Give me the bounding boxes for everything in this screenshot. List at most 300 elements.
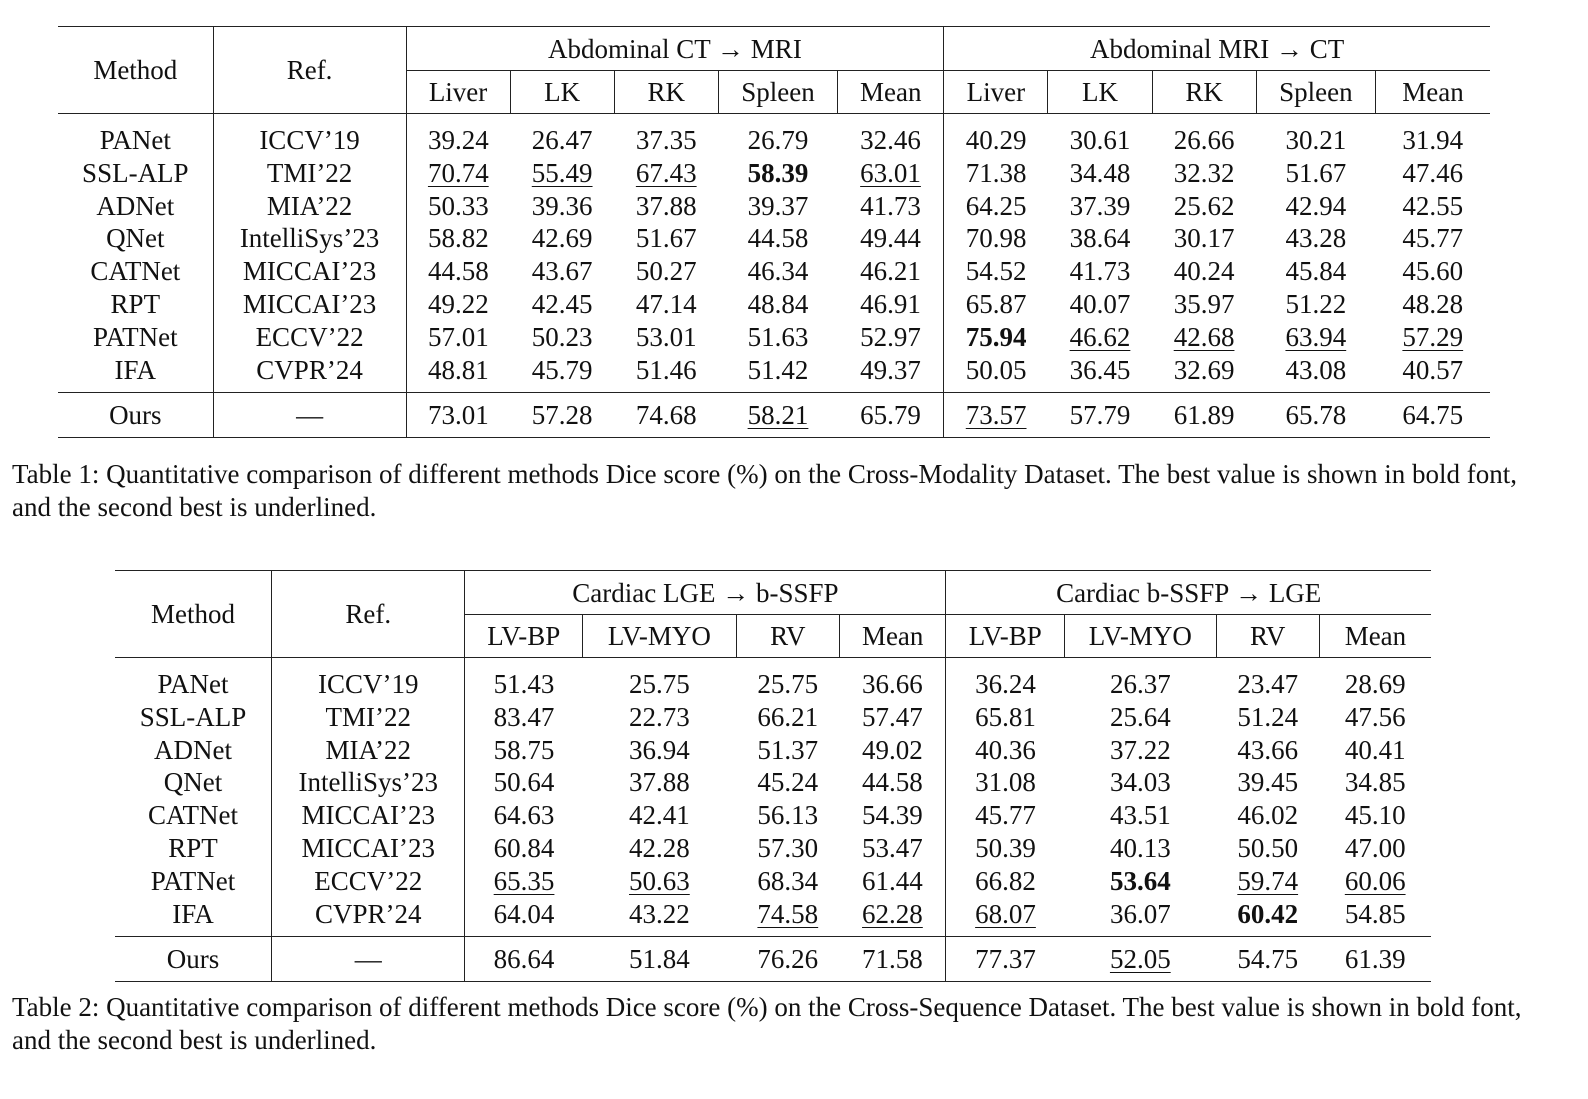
- value-cell-wrap: [583, 865, 736, 898]
- value-cell-wrap: [839, 734, 945, 767]
- value-cell-wrap: [406, 222, 510, 255]
- value-cell-wrap: [614, 255, 718, 288]
- value-cell: 49.37: [860, 354, 921, 385]
- value-cell-wrap: [583, 658, 736, 701]
- value-cell: 65.87: [965, 288, 1027, 319]
- value-cell: 57.01: [427, 321, 489, 352]
- value-cell: 52.05: [1109, 943, 1171, 974]
- value-cell-wrap: [839, 701, 945, 734]
- value-cell-wrap: [1376, 222, 1490, 255]
- value-cell-wrap: [946, 799, 1065, 832]
- value-cell: 47.46: [1402, 157, 1464, 188]
- value-cell-wrap: [1152, 190, 1256, 223]
- value-cell: 65.79: [838, 393, 944, 438]
- value-cell: 40.13: [1109, 832, 1171, 863]
- value-cell-wrap: [718, 222, 837, 255]
- value-cell-wrap: [946, 898, 1065, 937]
- value-cell: 57.30: [757, 832, 819, 863]
- value-cell-wrap: [946, 734, 1065, 767]
- value-cell: 39.45: [1237, 767, 1299, 798]
- value-cell-wrap: [1376, 157, 1490, 190]
- value-cell: 53.01: [635, 321, 697, 352]
- value-cell: 55.49: [531, 157, 593, 188]
- value-cell: 47.14: [635, 288, 697, 319]
- value-cell-wrap: [736, 658, 839, 701]
- value-cell-wrap: [1376, 114, 1490, 157]
- value-cell-wrap: [946, 865, 1065, 898]
- value-cell: 57.79: [1048, 393, 1152, 438]
- col-header: LK: [510, 71, 614, 114]
- value-cell-wrap: [736, 832, 839, 865]
- value-cell: 42.69: [531, 223, 593, 254]
- value-cell: 42.94: [1285, 190, 1347, 221]
- value-cell-wrap: [946, 658, 1065, 701]
- ref-cell: TMI’22: [272, 701, 465, 734]
- method-cell: PATNet: [58, 321, 213, 354]
- value-cell-wrap: [838, 255, 944, 288]
- value-cell: 62.28: [862, 898, 923, 929]
- value-cell: 37.35: [635, 125, 697, 155]
- value-cell-wrap: [510, 222, 614, 255]
- value-cell-wrap: [1152, 222, 1256, 255]
- value-cell-wrap: [614, 114, 718, 157]
- value-cell: 63.01: [860, 157, 921, 188]
- method-cell: IFA: [58, 354, 213, 393]
- method-cell: CATNet: [115, 799, 272, 832]
- value-cell-wrap: [1216, 865, 1319, 898]
- table-row: [58, 157, 1490, 190]
- value-cell: 37.22: [1109, 734, 1171, 765]
- table-row: [115, 734, 1431, 767]
- value-cell: 31.94: [1402, 125, 1464, 155]
- value-cell: 66.21: [757, 701, 819, 732]
- value-cell: 31.08: [975, 767, 1036, 798]
- value-cell-wrap: [1319, 865, 1431, 898]
- value-cell-wrap: [718, 114, 837, 157]
- table-2: [115, 570, 1431, 982]
- value-cell: 36.07: [1109, 898, 1171, 929]
- table-row: [58, 288, 1490, 321]
- value-cell: 51.24: [1237, 701, 1299, 732]
- value-cell: 25.75: [629, 669, 690, 699]
- col-header: Mean: [1376, 71, 1490, 114]
- col-header: RV: [1216, 615, 1319, 658]
- value-cell-wrap: [1376, 321, 1490, 354]
- value-cell-wrap: [510, 288, 614, 321]
- value-cell: 50.64: [493, 767, 555, 798]
- method-cell: SSL-ALP: [115, 701, 272, 734]
- value-cell-wrap: [718, 255, 837, 288]
- value-cell: 42.55: [1402, 190, 1464, 221]
- group-header-lge-bssfp: Cardiac LGE → b-SSFP: [465, 571, 946, 616]
- value-cell: 25.75: [757, 669, 819, 699]
- value-cell-wrap: [946, 832, 1065, 865]
- value-cell: 39.37: [747, 190, 809, 221]
- value-cell: 65.78: [1256, 393, 1375, 438]
- value-cell: 58.75: [493, 734, 555, 765]
- value-cell: 51.43: [493, 669, 555, 699]
- value-cell: 68.07: [975, 898, 1036, 929]
- ref-cell: TMI’22: [213, 157, 406, 190]
- value-cell: 54.85: [1344, 898, 1406, 929]
- value-cell-wrap: [1048, 321, 1152, 354]
- value-cell: 40.36: [975, 734, 1036, 765]
- value-cell-wrap: [1152, 157, 1256, 190]
- value-cell: 40.57: [1402, 354, 1464, 385]
- col-header: RK: [1152, 71, 1256, 114]
- value-cell-wrap: [1048, 288, 1152, 321]
- value-cell-wrap: [1376, 255, 1490, 288]
- value-cell: 77.37: [946, 937, 1065, 982]
- value-cell-wrap: [1376, 190, 1490, 223]
- table-2-grid: [115, 570, 1431, 982]
- value-cell: 45.79: [531, 354, 593, 385]
- ref-header: Ref.: [213, 27, 406, 114]
- value-cell: 30.17: [1173, 223, 1235, 254]
- col-header: RK: [614, 71, 718, 114]
- table-row: [115, 701, 1431, 734]
- value-cell: 46.21: [860, 256, 921, 287]
- value-cell: 43.66: [1237, 734, 1299, 765]
- value-cell-wrap: [838, 321, 944, 354]
- value-cell-wrap: [1216, 658, 1319, 701]
- table-row: [58, 222, 1490, 255]
- value-cell-wrap: [1256, 114, 1375, 157]
- value-cell-wrap: [838, 354, 944, 393]
- value-cell-wrap: [583, 898, 736, 937]
- value-cell: 36.66: [862, 669, 923, 699]
- value-cell: 44.58: [427, 256, 489, 287]
- method-header: Method: [115, 571, 272, 658]
- value-cell: 73.01: [406, 393, 510, 438]
- value-cell: 51.67: [1285, 157, 1347, 188]
- value-cell: 51.67: [635, 223, 697, 254]
- value-cell-wrap: [1376, 288, 1490, 321]
- ref-cell: —: [272, 937, 465, 982]
- col-header: LK: [1048, 71, 1152, 114]
- value-cell: 47.56: [1344, 701, 1406, 732]
- method-header: Method: [58, 27, 213, 114]
- value-cell-wrap: [736, 734, 839, 767]
- value-cell-wrap: [838, 157, 944, 190]
- value-cell-wrap: [1065, 766, 1216, 799]
- value-cell-wrap: [465, 898, 583, 937]
- ref-cell: MICCAI’23: [213, 255, 406, 288]
- value-cell-wrap: [944, 114, 1048, 157]
- value-cell: 43.28: [1285, 223, 1347, 254]
- value-cell: 25.62: [1173, 190, 1235, 221]
- value-cell: 28.69: [1344, 669, 1406, 699]
- value-cell-wrap: [1048, 255, 1152, 288]
- value-cell: 71.58: [839, 937, 945, 982]
- value-cell: 57.29: [1402, 321, 1464, 352]
- value-cell: 61.89: [1152, 393, 1256, 438]
- ref-cell: IntelliSys’23: [213, 222, 406, 255]
- value-cell-wrap: [1216, 898, 1319, 937]
- value-cell: 42.41: [629, 800, 690, 831]
- value-cell-wrap: [406, 190, 510, 223]
- value-cell: 39.36: [531, 190, 593, 221]
- value-cell: 49.22: [427, 288, 489, 319]
- value-cell: 65.81: [975, 701, 1036, 732]
- value-cell: 43.08: [1285, 354, 1347, 385]
- value-cell-wrap: [718, 321, 837, 354]
- value-cell: 51.63: [747, 321, 809, 352]
- value-cell: 39.24: [427, 125, 489, 155]
- value-cell-wrap: [838, 288, 944, 321]
- col-header: LV-BP: [946, 615, 1065, 658]
- value-cell-wrap: [465, 701, 583, 734]
- value-cell-wrap: [1048, 354, 1152, 393]
- value-cell: 43.22: [629, 898, 690, 929]
- value-cell-wrap: [1319, 701, 1431, 734]
- value-cell: 43.51: [1109, 800, 1171, 831]
- ref-cell: ECCV’22: [213, 321, 406, 354]
- value-cell: 52.97: [860, 321, 921, 352]
- value-cell: 57.28: [510, 393, 614, 438]
- table-row: [115, 799, 1431, 832]
- value-cell: 71.38: [965, 157, 1027, 188]
- value-cell: 46.62: [1069, 321, 1131, 352]
- value-cell-wrap: [946, 701, 1065, 734]
- value-cell: 46.34: [747, 256, 809, 287]
- value-cell: 26.37: [1109, 669, 1171, 699]
- value-cell-wrap: [1152, 288, 1256, 321]
- value-cell-wrap: [839, 898, 945, 937]
- ref-cell: ECCV’22: [272, 865, 465, 898]
- value-cell-wrap: [1065, 799, 1216, 832]
- value-cell-wrap: [1216, 832, 1319, 865]
- value-cell-wrap: [944, 222, 1048, 255]
- value-cell-wrap: [614, 157, 718, 190]
- value-cell-wrap: [510, 114, 614, 157]
- value-cell: 59.74: [1237, 865, 1299, 896]
- value-cell-wrap: [406, 321, 510, 354]
- method-cell: PANet: [58, 114, 213, 157]
- value-cell-wrap: [1216, 701, 1319, 734]
- value-cell: 50.50: [1237, 832, 1299, 863]
- value-cell: 48.28: [1402, 288, 1464, 319]
- method-cell: Ours: [115, 937, 272, 982]
- value-cell-wrap: [583, 734, 736, 767]
- value-cell-wrap: [614, 222, 718, 255]
- value-cell: 45.24: [757, 767, 819, 798]
- value-cell-wrap: [1065, 701, 1216, 734]
- value-cell: 40.24: [1173, 256, 1235, 287]
- value-cell: 42.28: [629, 832, 690, 863]
- value-cell-wrap: [1152, 354, 1256, 393]
- method-cell: PANet: [115, 658, 272, 701]
- value-cell: 53.64: [1109, 865, 1171, 896]
- col-header: LV-MYO: [1065, 615, 1216, 658]
- value-cell: 44.58: [747, 223, 809, 254]
- table-row: [58, 255, 1490, 288]
- value-cell-wrap: [1256, 222, 1375, 255]
- value-cell-wrap: [510, 190, 614, 223]
- value-cell-wrap: [583, 766, 736, 799]
- value-cell: 53.47: [862, 832, 923, 863]
- table-row: [115, 898, 1431, 937]
- value-cell-wrap: [465, 658, 583, 701]
- value-cell-wrap: [944, 354, 1048, 393]
- value-cell: 58.39: [747, 157, 809, 188]
- value-cell: 41.73: [1069, 256, 1131, 287]
- value-cell-wrap: [1048, 157, 1152, 190]
- value-cell-wrap: [1048, 114, 1152, 157]
- value-cell: 49.44: [860, 223, 921, 254]
- value-cell: 67.43: [635, 157, 697, 188]
- value-cell-wrap: [1065, 832, 1216, 865]
- value-cell: 74.68: [614, 393, 718, 438]
- value-cell-wrap: [944, 190, 1048, 223]
- value-cell: 37.39: [1069, 190, 1131, 221]
- value-cell: 51.42: [747, 354, 809, 385]
- table-row-ours: [58, 393, 1490, 438]
- value-cell-wrap: [944, 288, 1048, 321]
- value-cell: 65.35: [493, 865, 555, 896]
- value-cell: 38.64: [1069, 223, 1131, 254]
- value-cell-wrap: [839, 865, 945, 898]
- ref-cell: MICCAI’23: [213, 288, 406, 321]
- value-cell: 50.33: [427, 190, 489, 221]
- table-row: [58, 190, 1490, 223]
- value-cell: 50.05: [965, 354, 1027, 385]
- value-cell: 36.24: [975, 669, 1036, 699]
- value-cell-wrap: [736, 865, 839, 898]
- value-cell: 46.91: [860, 288, 921, 319]
- value-cell: 37.88: [629, 767, 690, 798]
- value-cell-wrap: [465, 734, 583, 767]
- value-cell: 60.84: [493, 832, 555, 863]
- value-cell-wrap: [614, 288, 718, 321]
- value-cell-wrap: [583, 701, 736, 734]
- ref-cell: MIA’22: [213, 190, 406, 223]
- group-header-ct-mri: Abdominal CT → MRI: [406, 27, 944, 72]
- value-cell: 45.60: [1402, 256, 1464, 287]
- value-cell-wrap: [944, 157, 1048, 190]
- value-cell: 51.37: [757, 734, 819, 765]
- value-cell: 40.41: [1344, 734, 1406, 765]
- table-row: [58, 114, 1490, 157]
- value-cell: 75.94: [965, 321, 1027, 352]
- value-cell-wrap: [718, 288, 837, 321]
- ref-cell: —: [213, 393, 406, 438]
- value-cell-wrap: [465, 766, 583, 799]
- value-cell: 23.47: [1237, 669, 1299, 699]
- value-cell-wrap: [838, 114, 944, 157]
- table-row: [58, 321, 1490, 354]
- value-cell: 44.58: [862, 767, 923, 798]
- value-cell-wrap: [1256, 190, 1375, 223]
- value-cell: 32.32: [1173, 157, 1235, 188]
- value-cell: 74.58: [757, 898, 819, 929]
- value-cell: 43.67: [531, 256, 593, 287]
- value-cell: 58.21: [747, 399, 809, 430]
- value-cell: 64.75: [1376, 393, 1490, 438]
- value-cell: 36.45: [1069, 354, 1131, 385]
- value-cell-wrap: [1065, 898, 1216, 937]
- col-header: Mean: [838, 71, 944, 114]
- value-cell-wrap: [1216, 734, 1319, 767]
- group-header-bssfp-lge: Cardiac b-SSFP → LGE: [946, 571, 1431, 616]
- col-header: LV-BP: [465, 615, 583, 658]
- method-cell: ADNet: [115, 734, 272, 767]
- value-cell: 40.29: [965, 125, 1027, 155]
- value-cell-wrap: [1048, 222, 1152, 255]
- value-cell: 68.34: [757, 865, 819, 896]
- value-cell-wrap: [406, 114, 510, 157]
- value-cell: 50.63: [629, 865, 690, 896]
- value-cell-wrap: [944, 255, 1048, 288]
- ref-header: Ref.: [272, 571, 465, 658]
- value-cell: 76.26: [736, 937, 839, 982]
- value-cell-wrap: [406, 157, 510, 190]
- value-cell-wrap: [944, 321, 1048, 354]
- value-cell: 45.77: [1402, 223, 1464, 254]
- value-cell-wrap: [465, 832, 583, 865]
- value-cell-wrap: [1216, 799, 1319, 832]
- value-cell-wrap: [1256, 288, 1375, 321]
- col-header: Spleen: [718, 71, 837, 114]
- value-cell: 46.02: [1237, 800, 1299, 831]
- value-cell-wrap: [1319, 898, 1431, 937]
- value-cell-wrap: [736, 799, 839, 832]
- value-cell: 45.84: [1285, 256, 1347, 287]
- value-cell-wrap: [1065, 734, 1216, 767]
- method-cell: QNet: [115, 766, 272, 799]
- value-cell: 70.98: [965, 223, 1027, 254]
- value-cell: 32.46: [860, 125, 921, 155]
- value-cell: 26.79: [747, 125, 809, 155]
- col-header: Mean: [1319, 615, 1431, 658]
- value-cell-wrap: [839, 832, 945, 865]
- col-header: Spleen: [1256, 71, 1375, 114]
- value-cell: 30.21: [1285, 125, 1347, 155]
- table-2-caption: Table 2: Quantitative comparison of different methods Dice score (%) on the Cross-Sequence Dataset. The best value is shown in bold font, and the second best is underlined.: [12, 992, 1522, 1055]
- value-cell-wrap: [839, 766, 945, 799]
- value-cell-wrap: [1319, 658, 1431, 701]
- value-cell: 35.97: [1173, 288, 1235, 319]
- value-cell-wrap: [614, 354, 718, 393]
- method-cell: RPT: [58, 288, 213, 321]
- value-cell: 48.84: [747, 288, 809, 319]
- col-header: Liver: [406, 71, 510, 114]
- value-cell: 60.42: [1237, 898, 1299, 929]
- ref-cell: ICCV’19: [272, 658, 465, 701]
- value-cell: 61.44: [862, 865, 923, 896]
- ref-cell: MIA’22: [272, 734, 465, 767]
- method-cell: RPT: [115, 832, 272, 865]
- value-cell: 42.68: [1173, 321, 1235, 352]
- value-cell-wrap: [1256, 255, 1375, 288]
- value-cell: 51.46: [635, 354, 697, 385]
- value-cell-wrap: [736, 898, 839, 937]
- value-cell-wrap: [718, 157, 837, 190]
- value-cell: 51.84: [583, 937, 736, 982]
- group-header-mri-ct: Abdominal MRI → CT: [944, 27, 1490, 72]
- value-cell-wrap: [946, 766, 1065, 799]
- col-header: RV: [736, 615, 839, 658]
- value-cell-wrap: [406, 255, 510, 288]
- value-cell-wrap: [583, 832, 736, 865]
- value-cell: 54.39: [862, 800, 923, 831]
- value-cell: 58.82: [427, 223, 489, 254]
- value-cell-wrap: [406, 354, 510, 393]
- method-cell: PATNet: [115, 865, 272, 898]
- value-cell-wrap: [839, 658, 945, 701]
- value-cell-wrap: [1319, 832, 1431, 865]
- value-cell-wrap: [1152, 321, 1256, 354]
